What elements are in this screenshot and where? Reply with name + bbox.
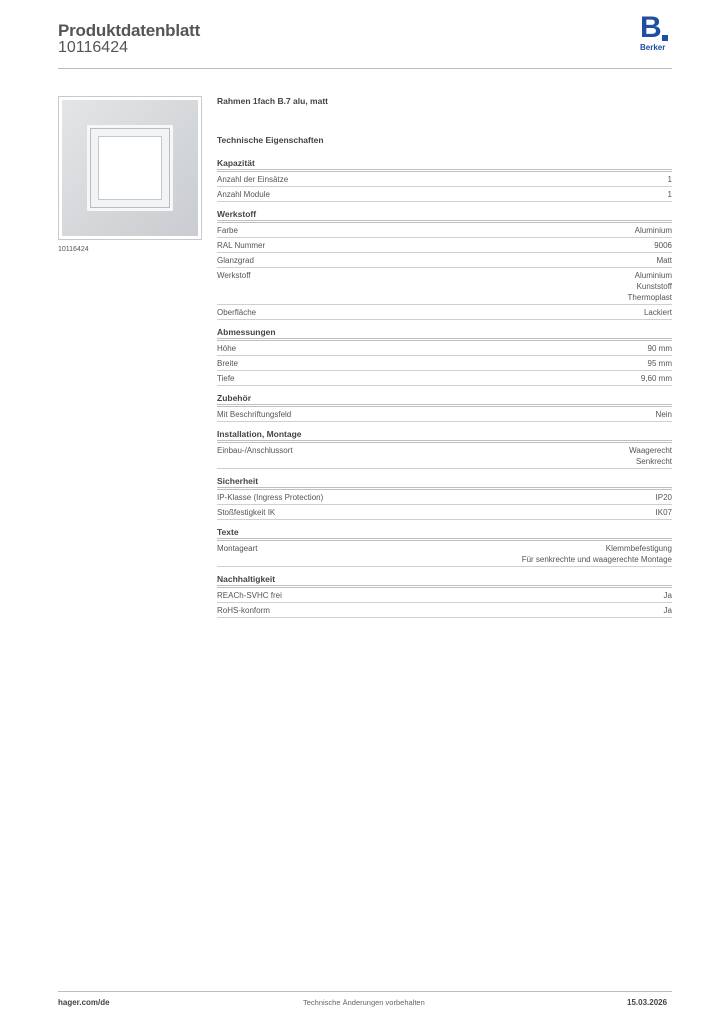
spec-value (654, 240, 672, 251)
spec-value-line: Klemmbefestigung (605, 544, 672, 553)
spec-value-line: 9,60 mm (640, 374, 672, 383)
spec-group-header (217, 526, 672, 541)
spec-value-line: Thermoplast (627, 293, 672, 302)
spec-row (217, 541, 672, 567)
berker-logo (640, 11, 676, 56)
spec-group-title: Nachhaltigkeit (217, 573, 672, 586)
spec-label: Mit Beschriftungsfeld (217, 410, 292, 419)
spec-value-line: 95 mm (647, 359, 672, 368)
spec-group (217, 157, 672, 202)
spec-label: Montageart (217, 544, 258, 553)
spec-group (217, 428, 672, 469)
spec-row (217, 305, 672, 320)
spec-group-title: Abmessungen (217, 326, 672, 339)
frame-cutout (98, 136, 162, 200)
spec-value-line: Ja (663, 606, 672, 615)
spec-value-line: Senkrecht (635, 457, 672, 466)
spec-row (217, 238, 672, 253)
image-caption: 10116424 (58, 246, 89, 253)
spec-group (217, 573, 672, 618)
header-divider (58, 68, 672, 69)
spec-value (656, 409, 672, 420)
spec-row (217, 588, 672, 603)
spec-label: IP-Klasse (Ingress Protection) (217, 493, 324, 502)
spec-value (656, 492, 672, 503)
spec-value-line: Aluminium (634, 226, 672, 235)
spec-row (217, 187, 672, 202)
spec-label: RoHS-konform (217, 606, 270, 615)
spec-value (668, 189, 672, 200)
spec-label: Stoßfestigkeit IK (217, 508, 276, 517)
frame-plate (62, 100, 198, 236)
spec-value-line: 90 mm (647, 344, 672, 353)
spec-value (628, 270, 672, 303)
spec-value (635, 225, 672, 236)
spec-group-header (217, 392, 672, 407)
spec-value (656, 507, 672, 518)
spec-value (648, 358, 672, 369)
spec-label: Breite (217, 359, 238, 368)
spec-group-title: Sicherheit (217, 475, 672, 488)
spec-group-header (217, 157, 672, 172)
page-title: Produktdatenblatt (58, 21, 201, 40)
spec-row (217, 356, 672, 371)
spec-value (644, 307, 672, 318)
frame-opening (87, 125, 173, 211)
spec-value (641, 373, 672, 384)
spec-label: Einbau-/Anschlussort (217, 446, 293, 455)
spec-group (217, 526, 672, 567)
spec-value-line: Aluminium (634, 271, 672, 280)
spec-row (217, 443, 672, 469)
logo-dot (662, 35, 668, 41)
footer-divider (58, 991, 672, 992)
spec-value (629, 445, 672, 467)
spec-label: Farbe (217, 226, 238, 235)
spec-label: Höhe (217, 344, 237, 353)
spec-value (656, 255, 672, 266)
product-image (58, 96, 202, 240)
spec-value-line: Kunststoff (636, 282, 672, 291)
spec-group (217, 208, 672, 320)
spec-label: Werkstoff (217, 271, 251, 280)
spec-row (217, 253, 672, 268)
spec-row (217, 371, 672, 386)
footer-date: 15.03.2026 (627, 998, 668, 1007)
spec-group-header (217, 475, 672, 490)
spec-group-title: Kapazität (217, 157, 672, 170)
spec-group-title: Texte (217, 526, 672, 539)
spec-value (664, 605, 672, 616)
spec-value-line: Nein (655, 410, 672, 419)
spec-group-title: Zubehör (217, 392, 672, 405)
spec-group (217, 326, 672, 386)
article-number: 10116424 (58, 39, 128, 56)
logo-letter: B (640, 11, 662, 44)
spec-group (217, 475, 672, 520)
spec-value-line: IK07 (655, 508, 672, 517)
spec-value-line: Matt (656, 256, 672, 265)
product-name: Rahmen 1fach B.7 alu, matt (217, 96, 329, 106)
spec-groups (217, 157, 672, 618)
spec-group-header (217, 573, 672, 588)
spec-value (648, 343, 672, 354)
spec-value-line: IP20 (655, 493, 672, 502)
product-specs (217, 96, 672, 624)
spec-label: RAL Nummer (217, 241, 266, 250)
logo-word: Berker (640, 43, 666, 52)
spec-group-header (217, 208, 672, 223)
spec-row (217, 341, 672, 356)
spec-value-line: 9006 (654, 241, 672, 250)
spec-row (217, 172, 672, 187)
spec-label: Glanzgrad (217, 256, 254, 265)
spec-label: Tiefe (217, 374, 235, 383)
spec-row (217, 603, 672, 618)
spec-label: Anzahl der Einsätze (217, 175, 289, 184)
section-title: Technische Eigenschaften (217, 135, 324, 145)
spec-value (668, 174, 672, 185)
spec-group (217, 392, 672, 422)
spec-row (217, 268, 672, 305)
spec-label: REACh-SVHC frei (217, 591, 282, 600)
spec-row (217, 490, 672, 505)
spec-value (522, 543, 672, 565)
spec-group-header (217, 428, 672, 443)
spec-group-title: Werkstoff (217, 208, 672, 221)
spec-value-line: Für senkrechte und waagerechte Montage (521, 555, 672, 564)
spec-value (664, 590, 672, 601)
spec-value-line: 1 (667, 190, 672, 199)
spec-row (217, 407, 672, 422)
spec-label: Oberfläche (217, 308, 257, 317)
spec-group-title: Installation, Montage (217, 428, 672, 441)
footer-website: hager.com/de (58, 998, 110, 1007)
spec-value-line: 1 (667, 175, 672, 184)
spec-row (217, 505, 672, 520)
spec-value-line: Ja (663, 591, 672, 600)
spec-group-header (217, 326, 672, 341)
spec-value-line: Waagerecht (629, 446, 672, 455)
spec-label: Anzahl Module (217, 190, 270, 199)
spec-row (217, 223, 672, 238)
footer-notice: Technische Änderungen vorbehalten (303, 998, 425, 1007)
spec-value-line: Lackiert (643, 308, 672, 317)
